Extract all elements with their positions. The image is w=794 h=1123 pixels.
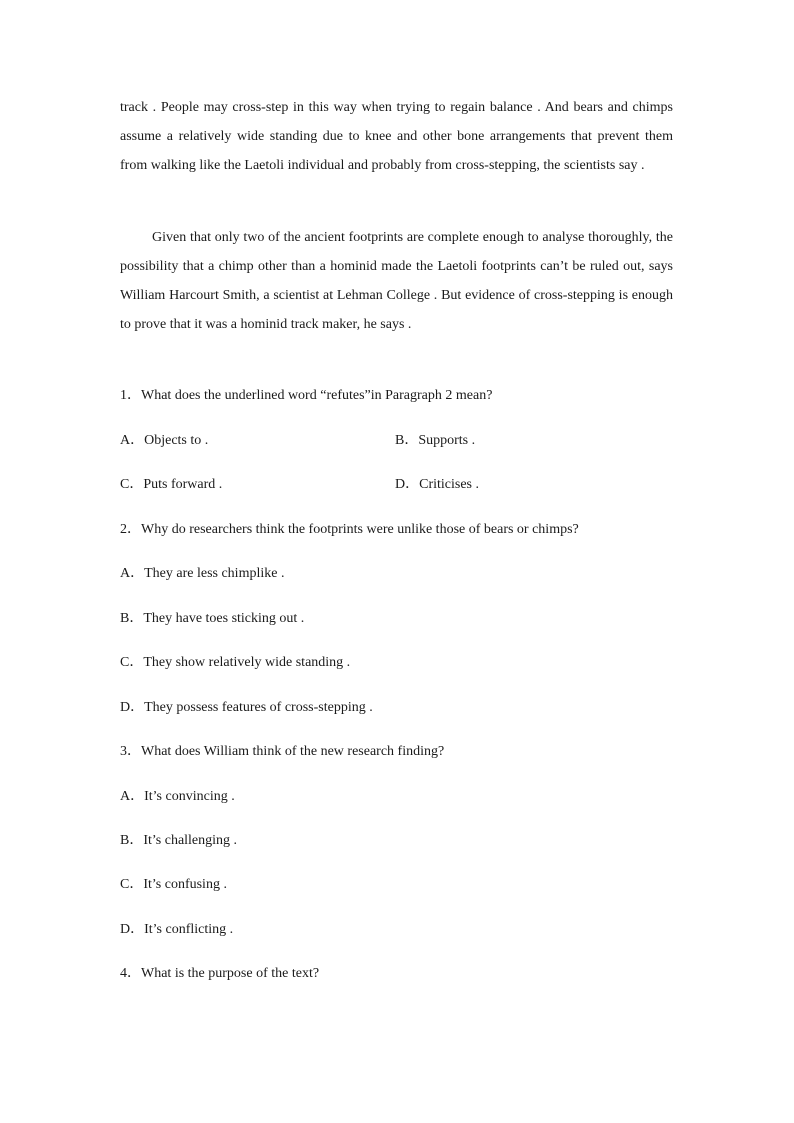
question-2-stem: 2．Why do researchers think the footprints were unlike those of bears or chimps? xyxy=(120,522,579,537)
question-1-option-row-1 xyxy=(120,431,673,451)
passage-paragraph-2: Given that only two of the ancient footprints are complete enough to analyse thoroughly, the possibility that a chimp other than a hominid made the Laetoli footprints can’t be ruled out, says William Harcourt Smith, a scientist at Lehman College . But evidence of cross-stepping is enough to prove that it was a hominid track maker, he says . xyxy=(120,230,673,332)
question-1-option-d: D．Criticises . xyxy=(395,477,479,492)
question-3-stem: 3．What does William think of the new research finding? xyxy=(120,744,445,759)
question-4-stem: 4．What is the purpose of the text? xyxy=(120,966,320,981)
question-2-option-b: B．They have toes sticking out . xyxy=(120,611,305,626)
question-2-option-c: C．They show relatively wide standing . xyxy=(120,655,351,670)
question-3-option-b: B．It’s challenging . xyxy=(120,833,238,848)
question-1-stem: 1．What does the underlined word “refutes”in Paragraph 2 mean? xyxy=(120,388,493,403)
question-1-option-row-2 xyxy=(120,475,673,495)
question-3-option-c: C．It’s confusing . xyxy=(120,877,227,892)
question-2-option-a: A．They are less chimplike . xyxy=(120,566,285,581)
question-1-option-c: C．Puts forward . xyxy=(120,477,223,492)
question-2-option-d: D．They possess features of cross-stepping . xyxy=(120,700,373,715)
passage-paragraph-1: track . People may cross-step in this way when trying to regain balance . And bears and chimps assume a relatively wide standing due to knee and other bone arrangements that prevent them from walking like the Laetoli individual and probably from cross-stepping, the scientists say . xyxy=(120,100,673,173)
question-3-option-d: D．It’s conflicting . xyxy=(120,922,234,937)
question-1-option-b: B．Supports . xyxy=(395,433,476,448)
question-1-option-a: A．Objects to . xyxy=(120,433,209,448)
question-3-option-a: A．It’s convincing . xyxy=(120,789,235,804)
